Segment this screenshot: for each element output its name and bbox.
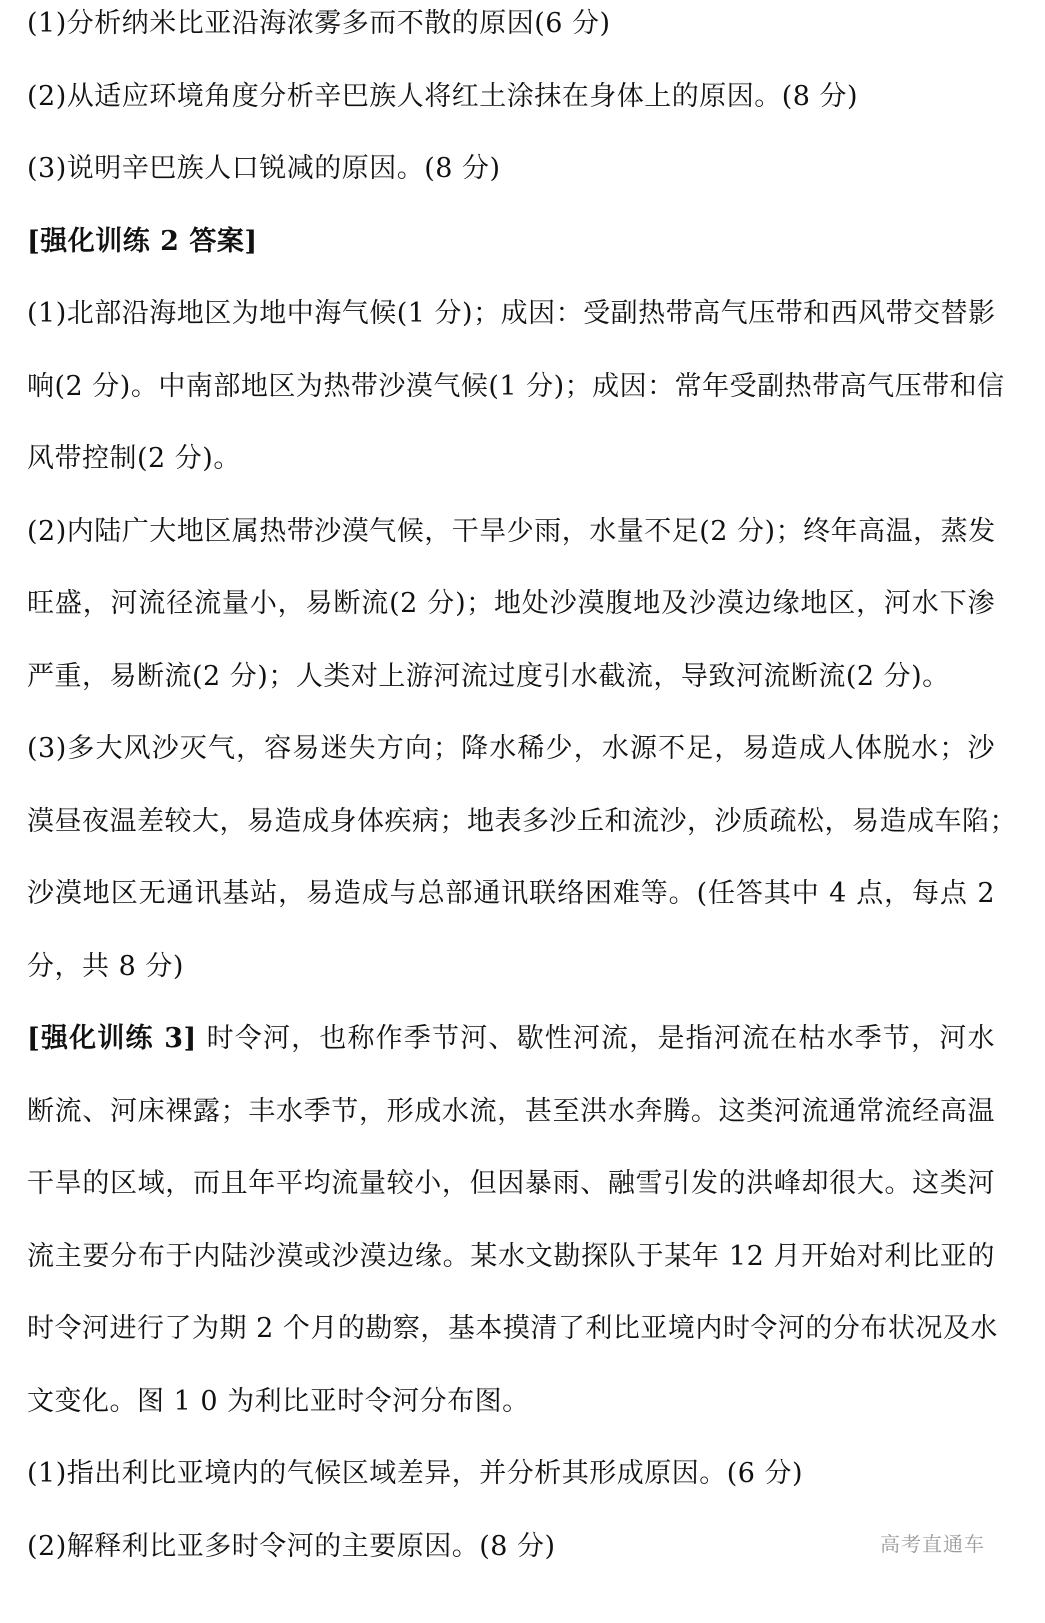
- training-3-question-2: (2)解释利比亚多时令河的主要原因。(8 分): [27, 1531, 556, 1562]
- training-3-question-1: (1)指出利比亚境内的气候区域差异，并分析其形成原因。(6 分): [27, 1458, 804, 1489]
- answer-1-line-2: 响(2 分)。中南部地区为热带沙漠气候(1 分)；成因：常年受副热带高气压带和信: [27, 371, 1005, 402]
- training-3-line-4: 流主要分布于内陆沙漠或沙漠边缘。某水文勘探队于某年 12 月开始对利比亚的: [27, 1241, 995, 1272]
- answer-3-line-3: 沙漠地区无通讯基站，易造成与总部通讯联络困难等。(任答其中 4 点，每点 2: [27, 878, 995, 909]
- answer-3-line-1: (3)多大风沙灭气，容易迷失方向；降水稀少，水源不足，易造成人体脱水；沙: [27, 733, 995, 764]
- question-3: (3)说明辛巴族人口锐减的原因。(8 分): [27, 153, 501, 184]
- question-2: (2)从适应环境角度分析辛巴族人将红土涂抹在身体上的原因。(8 分): [27, 81, 859, 112]
- training-3-line-2: 断流、河床裸露；丰水季节，形成水流，甚至洪水奔腾。这类河流通常流经高温: [27, 1096, 995, 1127]
- answer-2-line-3: 严重，易断流(2 分)；人类对上游河流过度引水截流，导致河流断流(2 分)。: [27, 661, 950, 692]
- training-3-label: [强化训练 3]: [27, 1023, 197, 1054]
- training-3-intro-start: 时令河，也称作季节河、歇性河流，是指河流在枯水季节，河水: [196, 1023, 995, 1054]
- question-1: (1)分析纳米比亚沿海浓雾多而不散的原因(6 分): [27, 8, 611, 39]
- answer-2-line-2: 旺盛，河流径流量小，易断流(2 分)；地处沙漠腹地及沙漠边缘地区，河水下渗: [27, 588, 995, 619]
- answer-3-line-4: 分，共 8 分): [27, 951, 184, 982]
- training-3-line-5: 时令河进行了为期 2 个月的勘察，基本摸清了利比亚境内时令河的分布状况及水: [27, 1313, 998, 1344]
- watermark-text: 高考直通车: [880, 1532, 985, 1556]
- answer-3-line-2: 漠昼夜温差较大，易造成身体疾病；地表多沙丘和流沙，沙质疏松，易造成车陷；: [27, 806, 1017, 837]
- answer-heading: [强化训练 2 答案]: [27, 226, 258, 257]
- training-3-line-6: 文变化。图 1 0 为利比亚时令河分布图。: [27, 1386, 530, 1417]
- answer-1-line-1: (1)北部沿海地区为地中海气候(1 分)；成因：受副热带高气压带和西风带交替影: [27, 298, 996, 329]
- training-3-line-3: 干旱的区域，而且年平均流量较小，但因暴雨、融雪引发的洪峰却很大。这类河: [27, 1168, 995, 1199]
- training-3-first-line: [27, 1019, 995, 1059]
- answer-2-line-1: (2)内陆广大地区属热带沙漠气候，干旱少雨，水量不足(2 分)；终年高温，蒸发: [27, 516, 996, 547]
- answer-1-line-3: 风带控制(2 分)。: [27, 443, 241, 474]
